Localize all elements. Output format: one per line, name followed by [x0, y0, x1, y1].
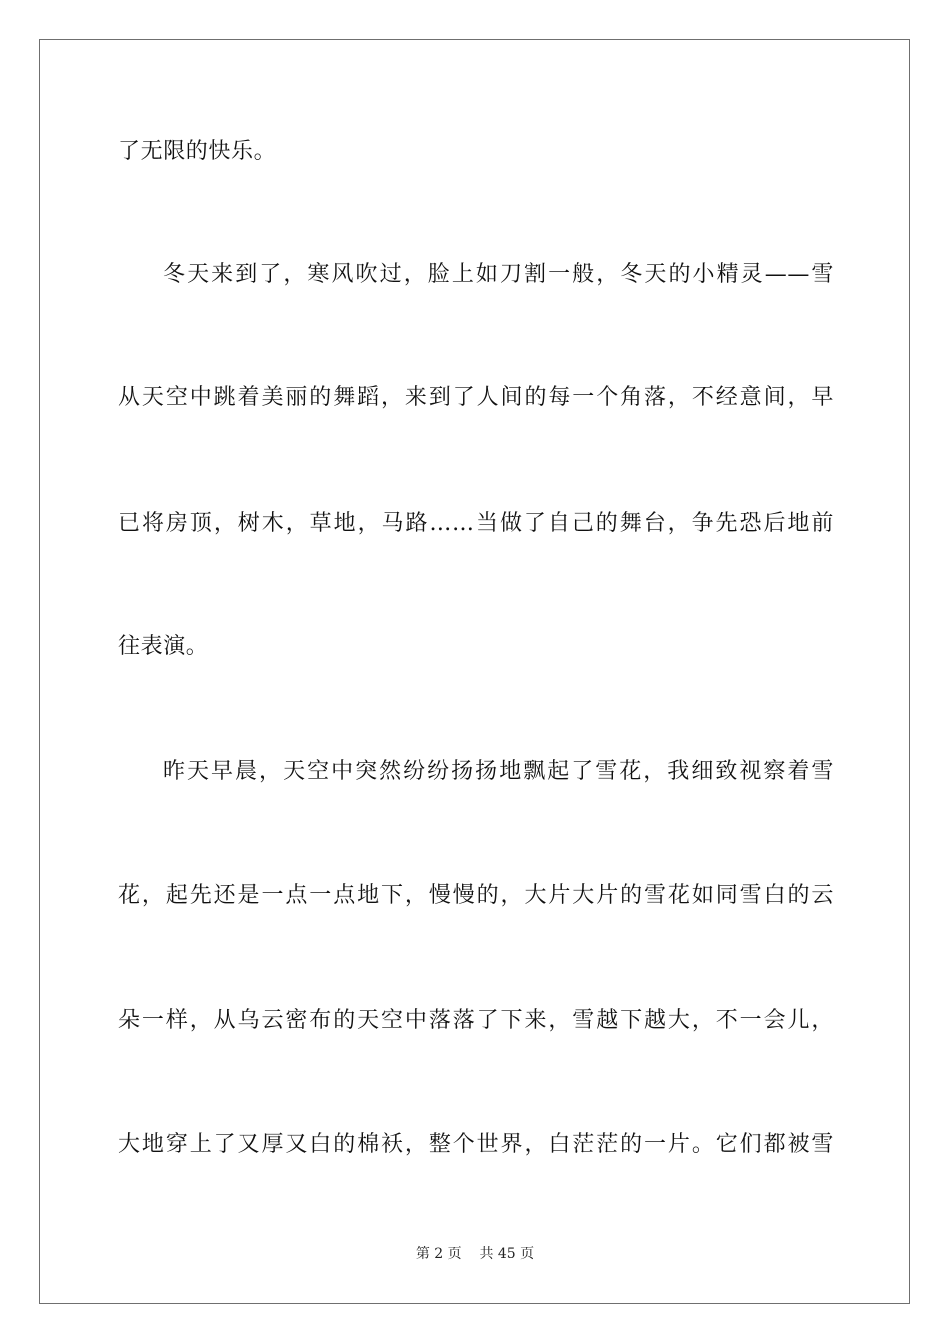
text-line-7: 花，起先还是一点一点地下，慢慢的，大片大片的雪花如同雪白的云 — [118, 883, 834, 908]
text-line-6: 昨天早晨，天空中突然纷纷扬扬地飘起了雪花，我细致视察着雪 — [163, 759, 834, 784]
text-line-3: 从天空中跳着美丽的舞蹈，来到了人间的每一个角落，不经意间，早 — [118, 385, 834, 410]
text-line-1: 了无限的快乐。 — [118, 139, 277, 164]
page-border — [39, 39, 910, 1304]
text-line-9: 大地穿上了又厚又白的棉袄，整个世界，白茫茫的一片。它们都被雪 — [118, 1132, 834, 1157]
text-line-2: 冬天来到了，寒风吹过，脸上如刀割一般，冬天的小精灵——雪 — [163, 262, 834, 287]
text-line-5: 往表演。 — [118, 634, 209, 659]
text-line-4: 已将房顶，树木，草地，马路……当做了自己的舞台，争先恐后地前 — [118, 511, 834, 536]
page-total: 共 45 页 — [479, 1246, 535, 1262]
page-footer — [0, 1244, 950, 1264]
text-line-8: 朵一样，从乌云密布的天空中落落了下来，雪越下越大，不一会儿， — [118, 1008, 834, 1033]
page-number: 第 2 页 — [415, 1246, 462, 1262]
